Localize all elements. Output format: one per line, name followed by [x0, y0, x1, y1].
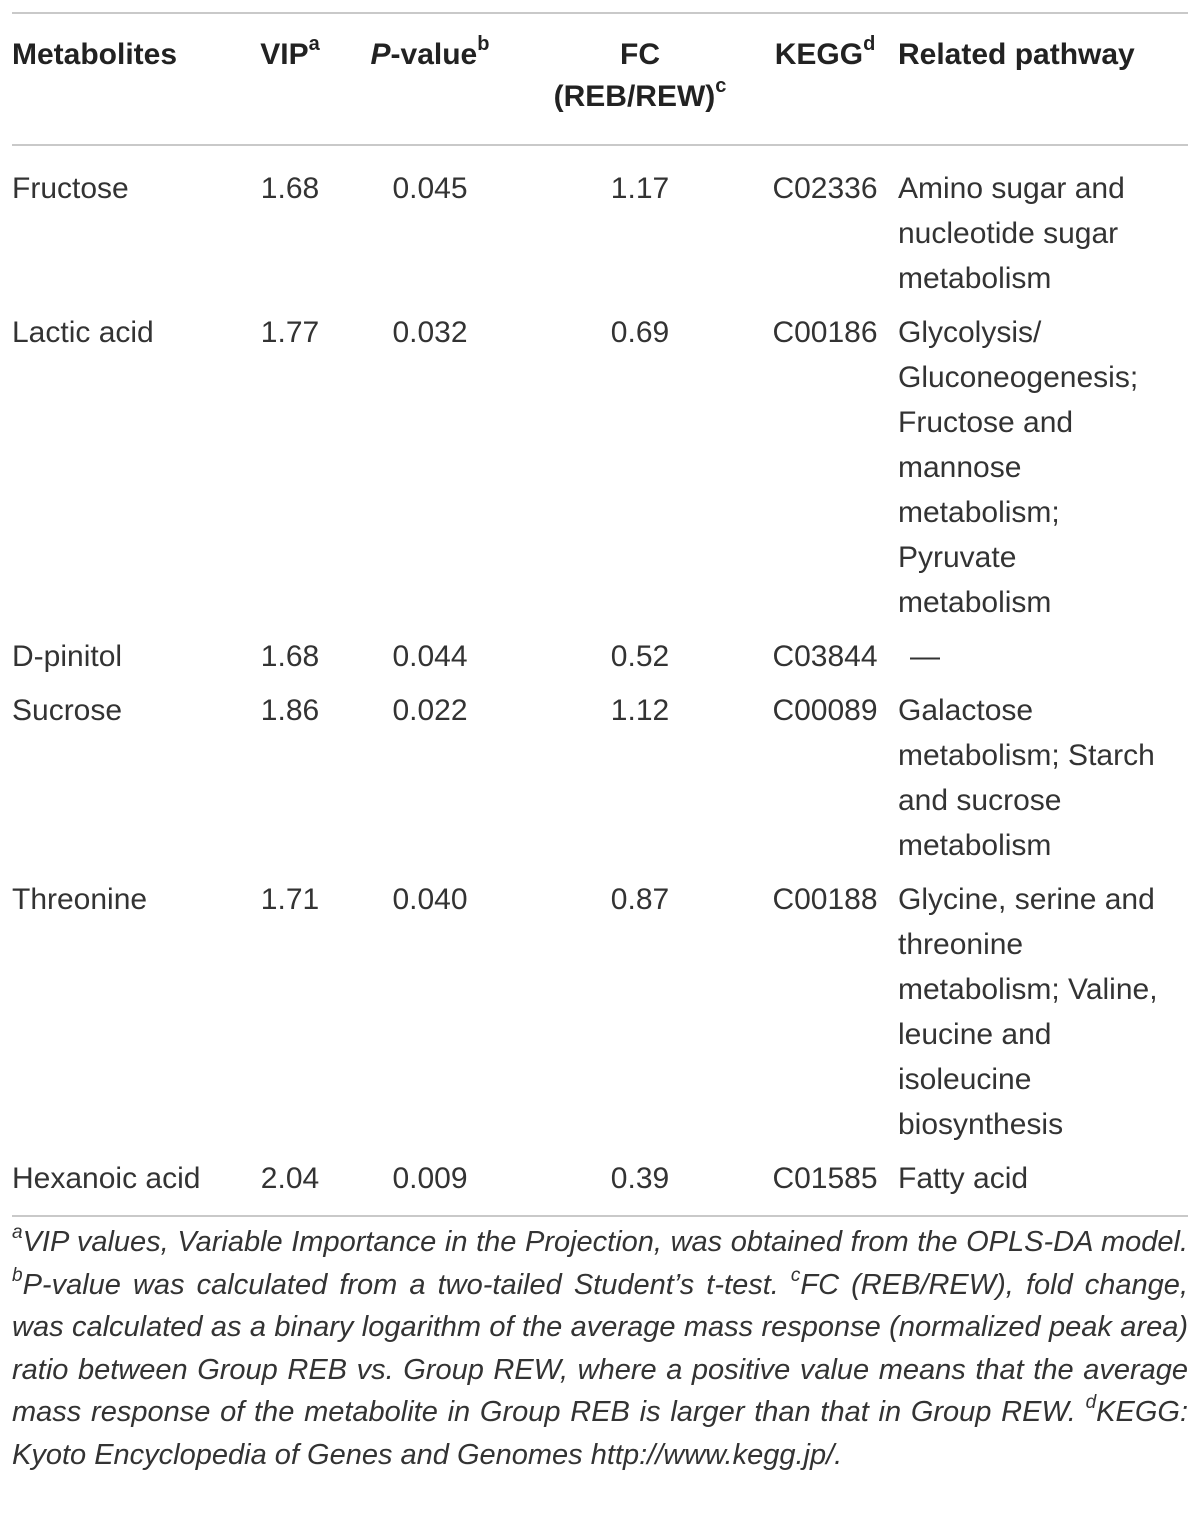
- header-vip: VIP$^a$: [260, 33, 320, 71]
- pathway-line: metabolism: [898, 262, 1052, 295]
- pvalue-value: 0.040: [392, 883, 468, 916]
- pathway-line: metabolism;: [898, 496, 1060, 529]
- header-metabolites: Metabolites: [12, 38, 178, 71]
- pathway-line: Fatty acid: [898, 1162, 1029, 1195]
- footnote-a-text: VIP values, Variable Importance in the Projection, was obtained from the OPLS-DA model.: [22, 1226, 1188, 1258]
- footnote-c-text: FC (REB/REW), fold change, was calculated as a binary logarithm of the average mass response (normalized peak area) ratio between Group REB vs. Group REW, where a positive value means that the average mass response of the metabolite in Group REB is larger than that in Group REW.: [12, 1268, 1188, 1428]
- pathway-line: Glycine, serine and: [898, 883, 1155, 916]
- pvalue-value: 0.022: [392, 694, 468, 727]
- pathway-line: Fructose and: [898, 406, 1074, 439]
- metabolites-table: [12, 12, 1188, 1217]
- metabolite-name: Sucrose: [12, 694, 123, 727]
- kegg-id: C00188: [772, 883, 878, 916]
- pvalue-value: 0.032: [392, 316, 468, 349]
- metabolite-name: Lactic acid: [12, 316, 154, 349]
- table-row: [12, 634, 1188, 688]
- kegg-id: C03844: [772, 640, 878, 673]
- footnote-b-marker: b: [12, 1264, 23, 1286]
- table-row: [12, 877, 1188, 1156]
- table-row: [12, 688, 1188, 877]
- table-row: [12, 310, 1188, 634]
- pvalue-value: 0.009: [392, 1162, 468, 1195]
- fold-change-value: 0.87: [610, 883, 670, 916]
- related-pathway: [892, 634, 1188, 688]
- vip-value: 1.86: [260, 694, 320, 727]
- pvalue-value: 0.044: [392, 640, 468, 673]
- kegg-id: C02336: [772, 172, 878, 205]
- header-kegg: KEGG$^d$: [774, 33, 876, 71]
- table-header: [12, 13, 1188, 145]
- footnote-a-marker: a: [12, 1222, 23, 1244]
- vip-value: 2.04: [260, 1162, 320, 1195]
- footnote-c-marker: c: [790, 1264, 801, 1286]
- fold-change-value: 0.52: [610, 640, 670, 673]
- pathway-line: Glycolysis/: [898, 316, 1042, 349]
- fold-change-value: 0.39: [610, 1162, 670, 1195]
- pvalue-value: 0.045: [392, 172, 468, 205]
- pathway-line: leucine and: [898, 1018, 1052, 1051]
- related-pathway: [892, 145, 1188, 310]
- related-pathway: [892, 688, 1188, 877]
- related-pathway: [892, 310, 1188, 634]
- pathway-line: Gluconeogenesis;: [898, 361, 1139, 394]
- pathway-line: biosynthesis: [898, 1108, 1064, 1141]
- pathway-line: Pyruvate: [898, 541, 1017, 574]
- vip-value: 1.68: [260, 172, 320, 205]
- pathway-line: metabolism: [898, 586, 1052, 619]
- fold-change-value: 1.17: [610, 172, 670, 205]
- pathway-line: mannose: [898, 451, 1022, 484]
- footnote-d-marker: d: [1085, 1392, 1097, 1414]
- header-row: [12, 13, 1188, 145]
- pathway-line: and sucrose: [898, 784, 1062, 817]
- fold-change-value: 0.69: [610, 316, 670, 349]
- table-body: [12, 145, 1188, 1216]
- kegg-id: C00089: [772, 694, 878, 727]
- kegg-id: C01585: [772, 1162, 878, 1195]
- footnote-b-text: P-value was calculated from a two-tailed Student’s t-test.: [22, 1268, 791, 1301]
- kegg-id: C00186: [772, 316, 878, 349]
- table-footnote: [12, 1221, 1188, 1476]
- pathway-line: metabolism: [898, 829, 1052, 862]
- metabolite-name: Fructose: [12, 172, 129, 205]
- pathway-line: metabolism; Valine,: [898, 973, 1158, 1006]
- header-related-pathway: Related pathway: [898, 38, 1135, 71]
- pathway-line: isoleucine: [898, 1063, 1032, 1096]
- table-row: [12, 1156, 1188, 1216]
- header-pvalue: P-value$^b$: [370, 33, 490, 71]
- pathway-line: Amino sugar and: [898, 172, 1125, 205]
- pathway-line: —: [910, 640, 940, 673]
- related-pathway: [892, 877, 1188, 1156]
- pathway-line: metabolism; Starch: [898, 739, 1155, 772]
- pathway-line: Galactose: [898, 694, 1034, 727]
- vip-value: 1.77: [260, 316, 320, 349]
- pathway-line: nucleotide sugar: [898, 217, 1119, 250]
- vip-value: 1.68: [260, 640, 320, 673]
- fold-change-value: 1.12: [610, 694, 670, 727]
- metabolite-name: Hexanoic acid: [12, 1162, 201, 1195]
- pathway-line: threonine: [898, 928, 1024, 961]
- vip-value: 1.71: [260, 883, 320, 916]
- related-pathway: [892, 1156, 1188, 1216]
- footnote-d-text: KEGG: Kyoto Encyclopedia of Genes and Genomes http://www.kegg.jp/.: [12, 1396, 1188, 1471]
- metabolite-name: D-pinitol: [12, 640, 123, 673]
- table-row: [12, 145, 1188, 310]
- header-fold-change: FC $(REB/REW)^c$: [553, 38, 727, 113]
- metabolite-name: Threonine: [12, 883, 148, 916]
